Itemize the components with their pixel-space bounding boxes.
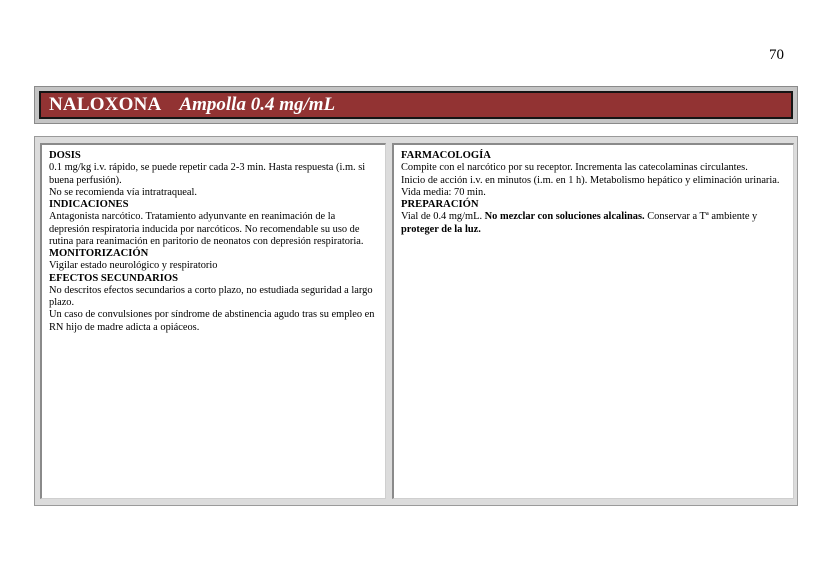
drug-name: NALOXONA — [49, 94, 162, 115]
dosis-line-2: No se recomienda vía intratraqueal. — [49, 186, 198, 198]
efectos-line-2: Un caso de convulsiones por síndrome de abstinencia agudo tras su empleo en RN hijo de madre adicta a opiáceos. — [49, 309, 375, 333]
indicaciones-text: Antagonista narcótico. Tratamiento adyunvante en reanimación de la depresión respiratoria inducida por narcóticos. No recomendable su uso de rutina para reanimación en paritorio de neonatos con depresión respiratoria. — [49, 211, 364, 247]
farmacologia-line-1: Compite con el narcótico por su receptor. Incrementa las catecolaminas circulantes. — [401, 162, 748, 174]
section-heading-dosis: DOSIS — [49, 150, 81, 161]
page-number: 70 — [769, 47, 784, 63]
farmacologia-line-2: Inicio de acción i.v. en minutos (i.m. en 1 h). Metabolismo hepático y eliminación urinaria. — [401, 174, 780, 186]
drug-presentation: Ampolla 0.4 mg/mL — [179, 94, 336, 115]
drug-info-panel — [34, 136, 798, 506]
preparacion-text-1: Vial de 0.4 mg/mL. — [401, 211, 485, 223]
section-heading-preparacion: PREPARACIÓN — [401, 199, 479, 211]
section-heading-efectos-secundarios: EFECTOS SECUNDARIOS — [49, 272, 179, 284]
preparacion-text — [401, 211, 786, 235]
drug-title-bar — [34, 86, 798, 124]
section-heading-monitorizacion: MONITORIZACIÓN — [49, 248, 149, 260]
section-heading-indicaciones: INDICACIONES — [49, 199, 129, 211]
preparacion-warning-light: proteger de la luz. — [401, 223, 481, 235]
right-column — [392, 143, 794, 499]
monitorizacion-text: Vigilar estado neurológico y respiratorio — [49, 260, 218, 272]
left-column — [40, 143, 386, 499]
dosis-line-1: 0.1 mg/kg i.v. rápido, se puede repetir cada 2-3 min. Hasta respuesta (i.m. si buena perfusión). — [49, 162, 366, 186]
efectos-line-1: No descritos efectos secundarios a corto plazo, no estudiada seguridad a largo plazo. — [49, 285, 373, 309]
section-heading-farmacologia: FARMACOLOGÍA — [401, 150, 491, 161]
drug-title-inner — [39, 91, 793, 119]
preparacion-warning-alkaline: No mezclar con soluciones alcalinas. — [484, 211, 645, 223]
farmacologia-line-3: Vida media: 70 min. — [401, 186, 486, 198]
preparacion-text-2: Conservar a Tª ambiente y — [644, 211, 758, 223]
